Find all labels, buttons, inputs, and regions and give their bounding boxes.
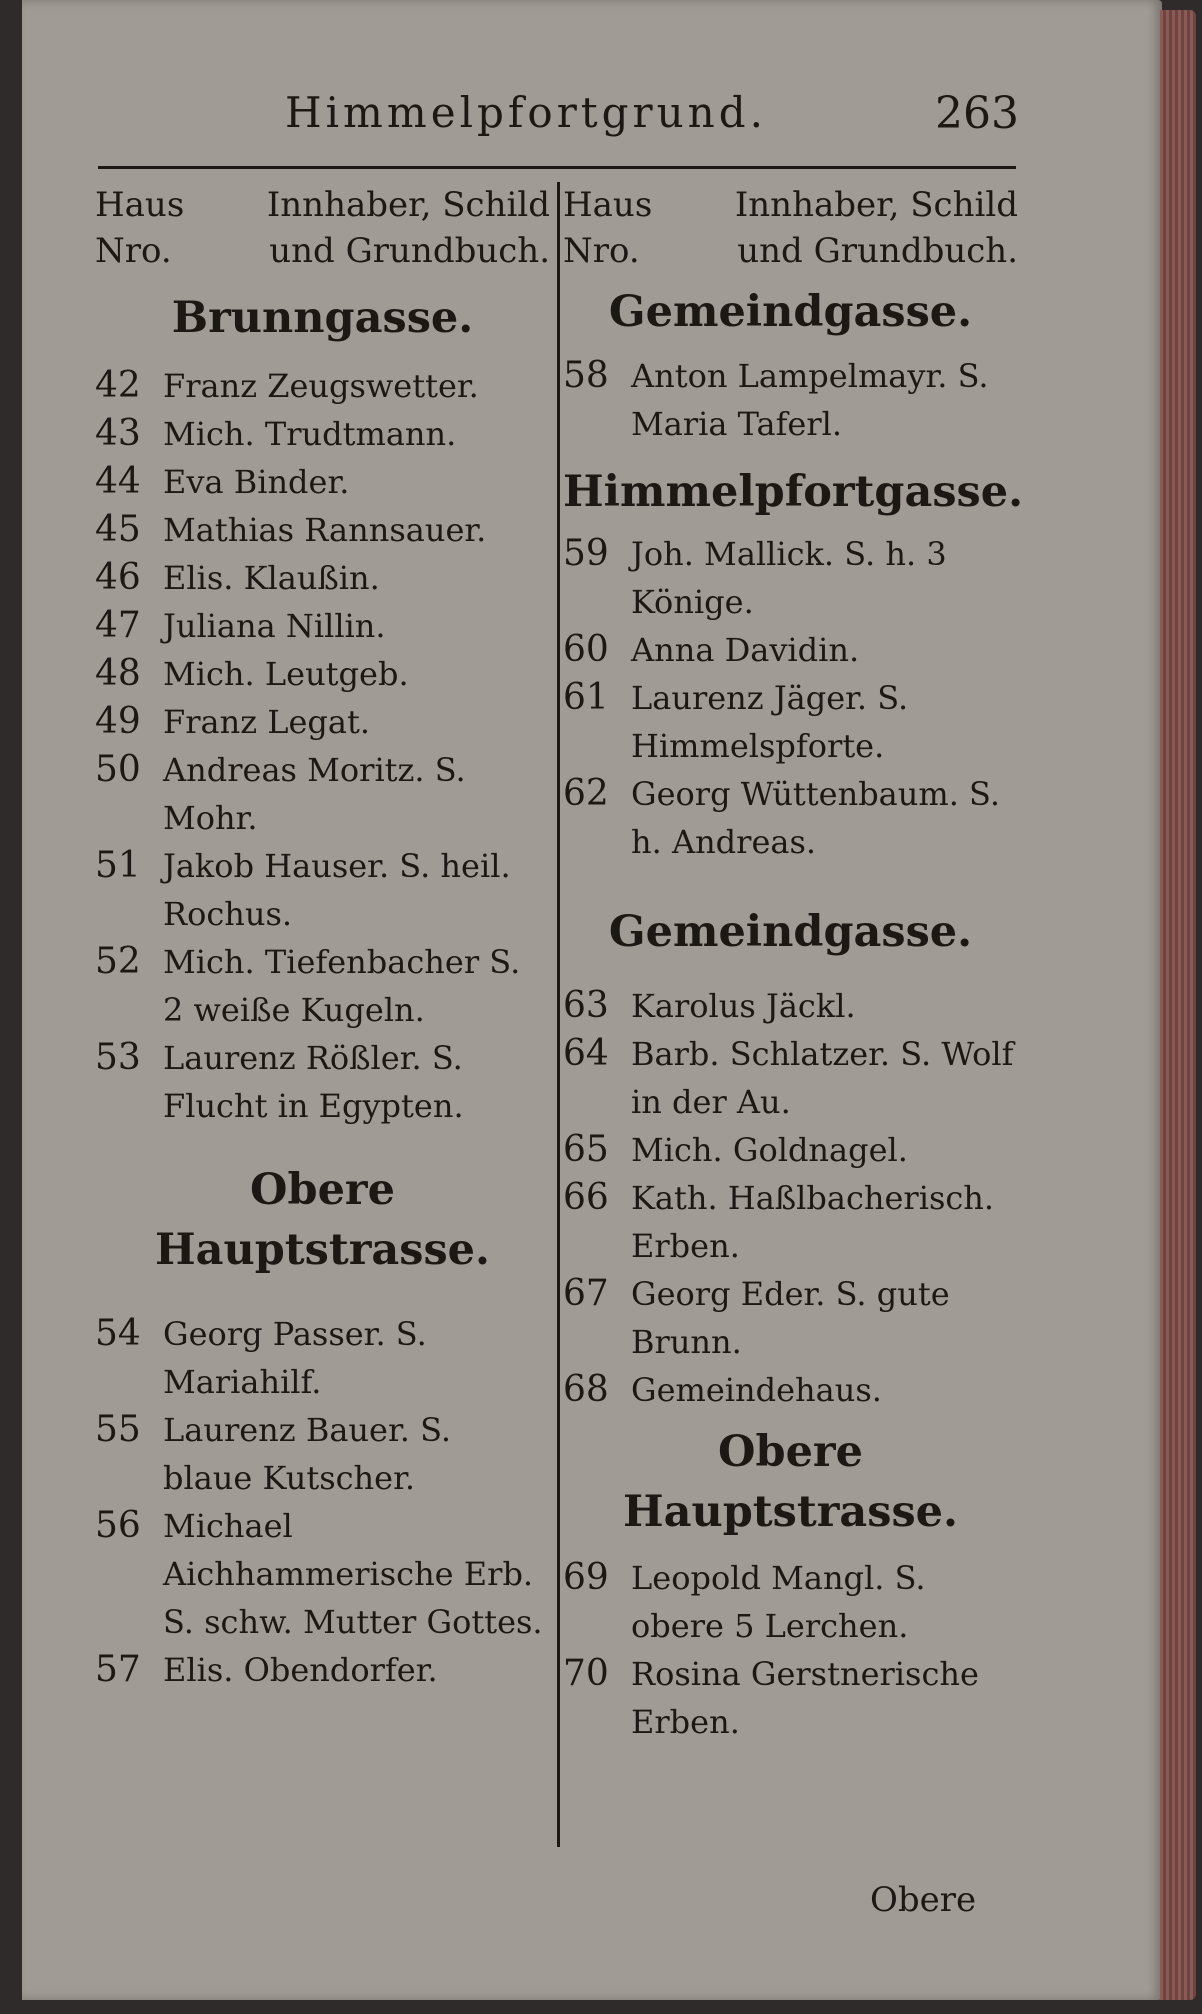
house-number: 60 bbox=[563, 629, 609, 670]
house-entry bbox=[95, 506, 550, 554]
house-number: 63 bbox=[563, 985, 609, 1026]
house-number: 61 bbox=[563, 677, 609, 718]
house-entry bbox=[95, 1502, 550, 1646]
house-number: 46 bbox=[95, 557, 141, 598]
house-entry bbox=[95, 602, 550, 650]
house-number: 64 bbox=[563, 1033, 609, 1074]
owner-text: Kath. Haßlbacherisch. Erben. bbox=[631, 1179, 995, 1265]
house-number: 47 bbox=[95, 605, 141, 646]
heading-nro: Nro. bbox=[563, 231, 640, 271]
house-entry bbox=[563, 674, 1018, 770]
page-number: 263 bbox=[935, 88, 1019, 139]
owner-text: Gemeindehaus. bbox=[631, 1371, 882, 1409]
street-heading: Gemeindgasse. bbox=[608, 907, 973, 957]
house-number: 69 bbox=[563, 1557, 609, 1598]
house-number: 54 bbox=[95, 1313, 141, 1354]
house-entry bbox=[563, 626, 1018, 674]
house-number: 66 bbox=[563, 1177, 609, 1218]
owner-text: Jakob Hauser. S. heil. Rochus. bbox=[163, 847, 511, 933]
heading-innhaber: Innhaber, Schild bbox=[734, 185, 1018, 225]
house-number: 42 bbox=[95, 365, 141, 406]
column-heading bbox=[563, 182, 1018, 274]
house-entry bbox=[563, 352, 1018, 448]
heading-nro: Nro. bbox=[95, 231, 172, 271]
house-entry bbox=[563, 1650, 1018, 1746]
owner-text: Leopold Mangl. S. obere 5 Lerchen. bbox=[631, 1559, 926, 1645]
owner-text: Laurenz Jäger. S. Himmelspforte. bbox=[631, 679, 909, 765]
house-number: 62 bbox=[563, 773, 609, 814]
house-entry bbox=[563, 1126, 1018, 1174]
house-number: 51 bbox=[95, 845, 141, 886]
house-number: 48 bbox=[95, 653, 141, 694]
house-number: 68 bbox=[563, 1369, 609, 1410]
owner-text: Elis. Klaußin. bbox=[163, 559, 380, 597]
house-entry bbox=[95, 1406, 550, 1502]
street-heading: Obere Hauptstrasse. bbox=[622, 1427, 958, 1537]
owner-text: Karolus Jäckl. bbox=[631, 987, 856, 1025]
owner-text: Andreas Moritz. S. Mohr. bbox=[163, 751, 466, 837]
house-entry bbox=[563, 770, 1018, 866]
house-number: 59 bbox=[563, 533, 609, 574]
owner-text: Juliana Nillin. bbox=[163, 607, 386, 645]
house-entry bbox=[95, 1034, 550, 1130]
house-entry bbox=[563, 982, 1018, 1030]
owner-text: Elis. Obendorfer. bbox=[163, 1651, 438, 1689]
heading-haus: Haus bbox=[563, 185, 653, 225]
owner-text: Anton Lampelmayr. S. Maria Taferl. bbox=[631, 357, 989, 443]
owner-text: Mich. Leutgeb. bbox=[163, 655, 409, 693]
owner-text: Rosina Gerstnerische Erben. bbox=[631, 1655, 979, 1741]
owner-text: Laurenz Rößler. S. Flucht in Egypten. bbox=[163, 1039, 464, 1125]
house-entry bbox=[563, 1174, 1018, 1270]
owner-text: Georg Eder. S. gute Brunn. bbox=[631, 1275, 950, 1361]
street-heading: Obere Hauptstrasse. bbox=[154, 1165, 490, 1275]
owner-text: Barb. Schlatzer. S. Wolf in der Au. bbox=[631, 1035, 1014, 1121]
house-entry bbox=[95, 698, 550, 746]
house-number: 57 bbox=[95, 1649, 141, 1690]
heading-grundbuch: und Grundbuch. bbox=[737, 231, 1018, 271]
house-entry bbox=[95, 362, 550, 410]
house-number: 52 bbox=[95, 941, 141, 982]
column-divider bbox=[557, 182, 560, 1847]
street-heading: Brunngasse. bbox=[171, 293, 474, 343]
house-entry bbox=[563, 1270, 1018, 1366]
house-entry bbox=[95, 746, 550, 842]
owner-text: Anna Davidin. bbox=[631, 631, 860, 669]
owner-text: Georg Passer. S. Mariahilf. bbox=[163, 1315, 427, 1401]
heading-haus: Haus bbox=[95, 185, 185, 225]
left-column bbox=[95, 182, 550, 1694]
running-title: Himmelpfortgrund. bbox=[285, 88, 767, 137]
house-number: 55 bbox=[95, 1409, 141, 1450]
owner-text: Mich. Goldnagel. bbox=[631, 1131, 908, 1169]
house-number: 44 bbox=[95, 461, 141, 502]
house-number: 56 bbox=[95, 1505, 141, 1546]
house-number: 58 bbox=[563, 355, 609, 396]
house-number: 45 bbox=[95, 509, 141, 550]
owner-text: Mich. Tiefenbacher S. 2 weiße Kugeln. bbox=[163, 943, 521, 1029]
column-heading bbox=[95, 182, 550, 274]
house-entry bbox=[563, 1554, 1018, 1650]
owner-text: Franz Legat. bbox=[163, 703, 370, 741]
owner-text: Eva Binder. bbox=[163, 463, 350, 501]
owner-text: Franz Zeugswetter. bbox=[163, 367, 479, 405]
house-number: 70 bbox=[563, 1653, 609, 1694]
owner-text: Joh. Mallick. S. h. 3 Könige. bbox=[631, 535, 947, 621]
house-entry bbox=[563, 1030, 1018, 1126]
right-column bbox=[563, 182, 1024, 1746]
owner-text: Laurenz Bauer. S. blaue Kutscher. bbox=[163, 1411, 452, 1497]
heading-innhaber: Innhaber, Schild bbox=[266, 185, 550, 225]
house-entry bbox=[95, 1310, 550, 1406]
house-number: 65 bbox=[563, 1129, 609, 1170]
owner-text: Michael Aichhammerische Erb. S. schw. Mutter Gottes. bbox=[163, 1507, 543, 1641]
catchword: Obere bbox=[870, 1880, 977, 1920]
house-entry bbox=[95, 458, 550, 506]
house-number: 43 bbox=[95, 413, 141, 454]
owner-text: Mich. Trudtmann. bbox=[163, 415, 457, 453]
page-edges bbox=[1160, 10, 1196, 2000]
house-entry bbox=[563, 530, 1018, 626]
house-entry bbox=[95, 410, 550, 458]
house-entry bbox=[95, 650, 550, 698]
house-entry bbox=[95, 554, 550, 602]
house-number: 50 bbox=[95, 749, 141, 790]
house-entry bbox=[95, 842, 550, 938]
owner-text: Mathias Rannsauer. bbox=[163, 511, 487, 549]
owner-text: Georg Wüttenbaum. S. h. Andreas. bbox=[631, 775, 1000, 861]
house-number: 53 bbox=[95, 1037, 141, 1078]
house-number: 49 bbox=[95, 701, 141, 742]
house-entry bbox=[95, 938, 550, 1034]
house-entry bbox=[563, 1366, 1018, 1414]
house-number: 67 bbox=[563, 1273, 609, 1314]
heading-grundbuch: und Grundbuch. bbox=[269, 231, 550, 271]
house-entry bbox=[95, 1646, 550, 1694]
street-heading: Himmelpfortgasse. bbox=[563, 467, 1024, 517]
header-rule bbox=[98, 166, 1016, 169]
street-heading: Gemeindgasse. bbox=[608, 287, 973, 337]
